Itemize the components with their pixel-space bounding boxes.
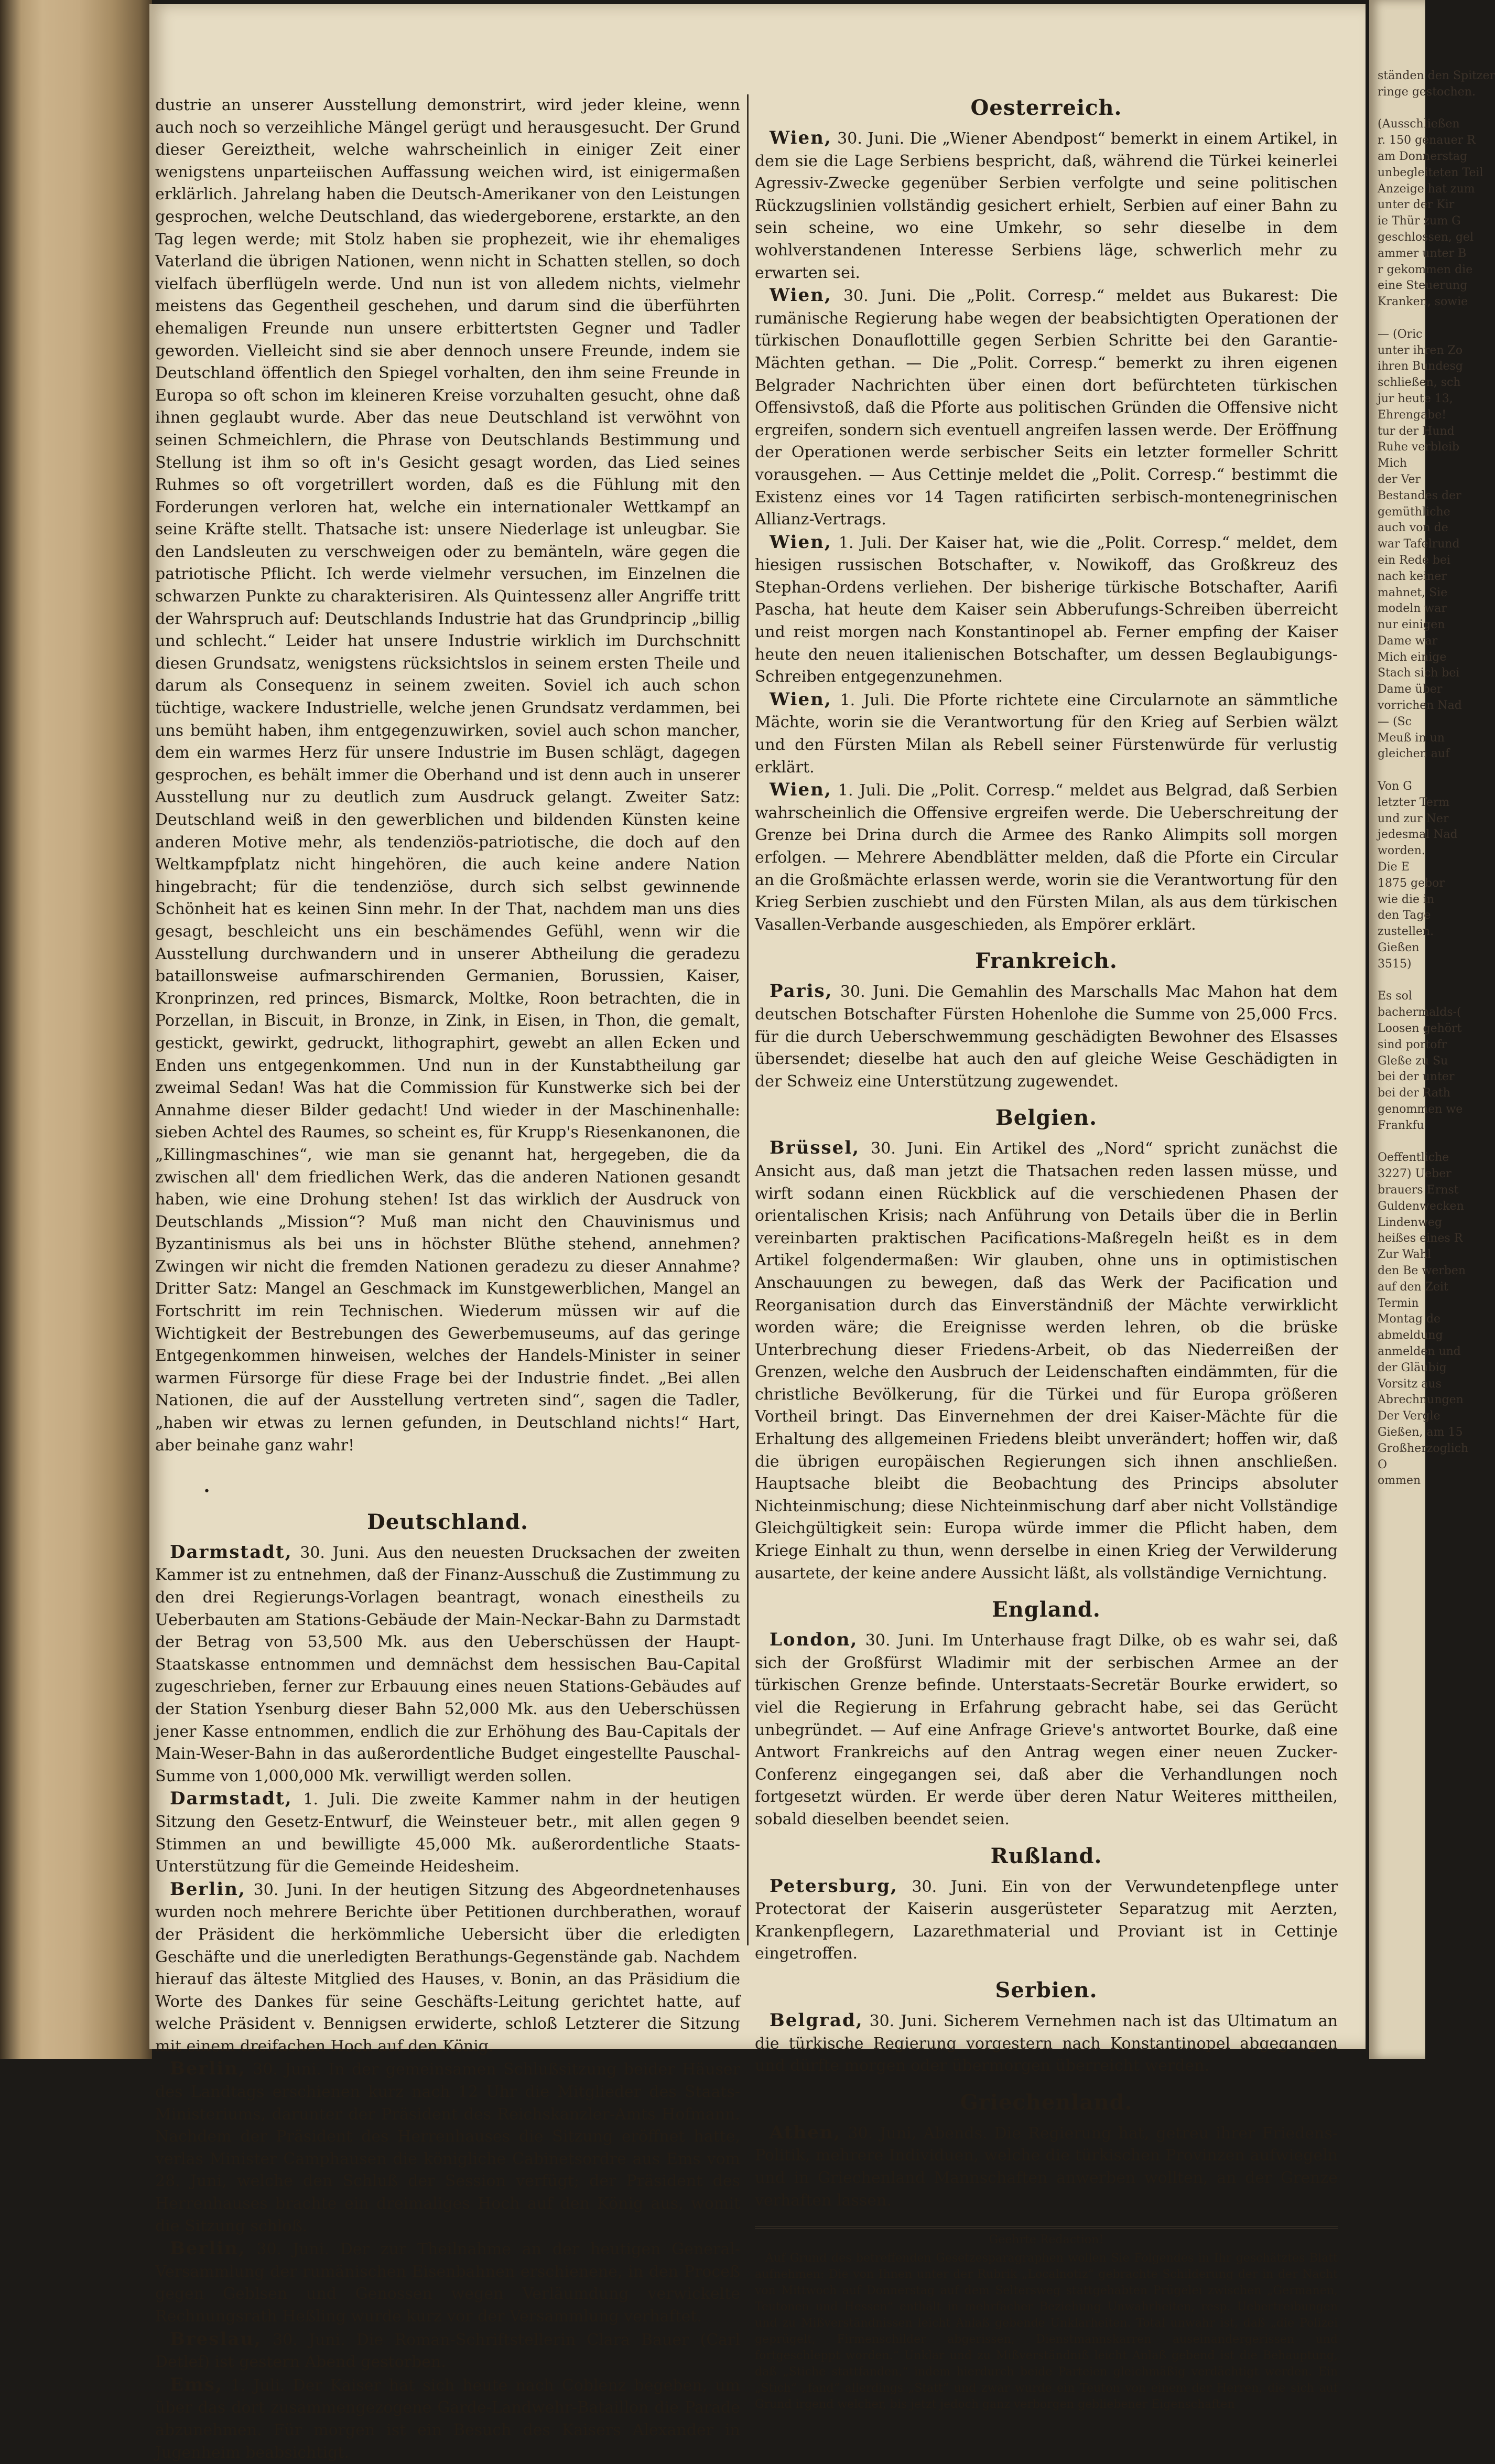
edge-line: Lindenweg bbox=[1378, 1215, 1443, 1229]
dateline-place: Petersburg, bbox=[770, 1875, 898, 1897]
edge-line: Großherzoglich bbox=[1378, 1441, 1469, 1455]
edge-line: Abrechnungen bbox=[1378, 1393, 1464, 1407]
news-item bbox=[155, 1788, 740, 1878]
dateline-place: Darmstadt, bbox=[170, 1541, 292, 1563]
edge-line: Gleße zu Su bbox=[1378, 1054, 1448, 1068]
news-text: 1. Juli. Die „Polit. Corresp.“ meldet aus Belgrad, daß Serbien wahrscheinlich die Offensive ergreifen werde. Die Ueberschreitung der Grenze bei Drina durch die Armee des Ranko Alimpits soll morgen erfolgen. — Mehrere Abendblätter melden, daß die Pforte ein Circular an die Großmächte erlassen werde, worin sie die Verantwortung für den Krieg Serbien zuschiebt und den Fürsten Milan, als aus dem türkischen Vasallen-Verbande ausgeschieden, als Empörer erklärt. bbox=[755, 781, 1338, 934]
news-item bbox=[155, 1878, 740, 2058]
left-column bbox=[155, 94, 740, 2464]
edge-line: ammer unter B bbox=[1378, 246, 1467, 260]
dateline-place: Berlin, bbox=[170, 1878, 246, 1900]
news-item bbox=[755, 127, 1338, 284]
dateline-place: Belgrad, bbox=[770, 2009, 863, 2031]
edge-line bbox=[1378, 973, 1451, 989]
edge-line: der Ver bbox=[1378, 472, 1421, 486]
dateline-place: Wien, bbox=[770, 127, 832, 148]
deutschland-news-list bbox=[155, 1541, 740, 2464]
section-heading: Griechenland. bbox=[960, 2090, 1133, 2115]
column-rule bbox=[747, 94, 749, 1945]
edge-line: Ruhe verbleib bbox=[1378, 440, 1460, 454]
news-item bbox=[755, 531, 1338, 688]
section-heading: Rußland. bbox=[990, 1843, 1102, 1868]
right-column bbox=[755, 94, 1338, 2413]
news-text: 30. Juni. Ein Artikel des „Nord“ spricht zunächst die Ansicht aus, daß man jetzt die Thatsachen reden lassen müsse, und wirft sodann einen Rückblick auf die verschiedenen Phasen der orientalischen Krisis; nach Anführung von Details über die in Berlin vereinbarten praktischen Pacifications-Maßregeln heißt es in dem Artikel folgendermaßen: Wir glauben, ohne uns in optimistischen Anschauungen zu bewegen, daß das Werk der Pacification und Reorganisation durch das Einverständniß der Mächte verwirklicht worden wäre; die Ereignisse werden lehren, ob die brüske Unterbrechung dieser Friedens-Arbeit, ob das Niederreißen der Grenzen, welche den Ausbruch der Leidenschaften eindämmten, für die christliche Bevölkerung, für die Türkei und für Europa größeren Vortheil bringt. Das Einvernehmen der drei Kaiser-Mächte für die Erhaltung des allgemeinen Friedens bleibt unverändert; hoffen wir, daß die übrigen europäischen Regierungen sich ihnen anschließen. Hauptsache bleibt die Beobachtung des Princips absoluter Nichteinmischung; diese Nichteinmischung darf aber nicht Vollständige Gleichgültigkeit sein: Europa würde immer die Pflicht haben, dem Kriege Einhalt zu thun, wenn derselbe in einen Krieg der Verwilderung ausartete, der keine andere Aussicht läßt, als vollständige Vernichtung. bbox=[755, 1139, 1338, 1583]
dateline-place: Darmstadt, bbox=[170, 1788, 292, 1810]
news-text: 30. Juni. In der gemeinsamen Schlußsitzung beider Häuser des Landtags erschienen kurz nach 12 Uhr die Mitglieder des Staats-Ministeriums, darunter der Präsident des Reichskanzler-Amts Hofmann. Nachdem der Präsident des Herrenhauses die Sitzung eröffnet hatte, verlas Minister Camphausen die königliche Cabinetsordre aus Ems vom 28. Juni, welche den Schluß der Session verfügt; der Präsident des Herrenhauses brachte ein dreimaliges Hoch auf den König aus, womit die Sitzung schloß. bbox=[155, 2060, 740, 2235]
edge-line: Vorsitz aus bbox=[1378, 1377, 1442, 1391]
section-heading: Frankreich. bbox=[975, 949, 1118, 974]
edge-line: wie die in bbox=[1378, 892, 1435, 906]
news-text: 1. Juli. Die Pforte richtete eine Circularnote an sämmtliche Mächte, worin sie die Verantwortung für den Krieg auf Serbien wälzt und den Fürsten Milan als Rebell seiner Fürstenwürde für verlustig erklärt. bbox=[755, 691, 1338, 777]
dateline-place: Brüssel, bbox=[770, 1137, 860, 1159]
news-text: 30. Juni. Aus den neuesten Drucksachen der zweiten Kammer ist zu entnehmen, daß der Finanz-Ausschuß die Zustimmung zu den drei Regierungs-Vorlagen beantragt, wonach einestheils zu Ueberbauten am Stations-Gebäude der Main-Neckar-Bahn zu Darmstadt der Betrag von 53,500 Mk. aus den Ueberschüssen der Haupt-Staatskasse entnommen und demnächst dem hessischen Bau-Capital zugeschrieben, ferner zur Erbauung eines neuen Stations-Gebäudes auf der Station Ysenburg dieser Bahn 52,000 Mk. aus den Ueberschüssen jener Kasse entnommen, endlich die zur Erhöhung des Bau-Capitals der Main-Weser-Bahn in das außerordentliche Budget eingestellte Pauschal-Summe von 1,000,000 Mk. verwilligt werden sollen. bbox=[155, 1543, 740, 1785]
edge-line: letzter Term bbox=[1378, 795, 1450, 809]
edge-line: sind portofr bbox=[1378, 1038, 1447, 1051]
section-heading: Oesterreich. bbox=[970, 95, 1122, 120]
dateline-place: Ems, bbox=[170, 2374, 223, 2395]
edge-line: unter ihren Zo bbox=[1378, 343, 1463, 357]
edge-line: Mich bbox=[1378, 457, 1407, 470]
edge-line: Die E bbox=[1378, 860, 1410, 874]
letter-heading: Geehrte Redaction! bbox=[989, 2233, 1104, 2247]
news-text: 30. Juni. Die „Wiener Abendpost“ bemerkt in einem Artikel, in dem sie die Lage Serbiens bespricht, daß, während die Türkei keinerlei Agressiv-Zwecke gegenüber Serbien verfolgte und seine politischen Rückzugslinien vollständig gesichert erhielt, Serbien auf einer Bahn zu sein scheine, wo eine Umkehr, so sehr dieselbe in dem wohlverstandenen Interesse Serbiens läge, schwerlich mehr zu erwarten sei. bbox=[755, 130, 1338, 282]
news-item bbox=[755, 284, 1338, 531]
news-item bbox=[155, 2328, 740, 2374]
edge-line: auch von de bbox=[1378, 521, 1448, 535]
edge-line: worden. bbox=[1378, 844, 1425, 858]
edge-line: jur heute 13, bbox=[1378, 392, 1453, 405]
news-text: 30. Juni. Ein von der Verwundetenpflege unter Protectorat der Kaiserin ausgerüsteter Separatzug mit Aerzten, Krankenpflegern, Lazarethmaterial und Proviant ist in Cettinje eingetroffen. bbox=[755, 1877, 1338, 1963]
letter-to-editor bbox=[755, 2226, 1338, 2413]
news-item bbox=[755, 2122, 1338, 2212]
edge-line bbox=[1378, 101, 1451, 117]
edge-line: bei der unter bbox=[1378, 1070, 1455, 1084]
news-text: 1. Juli. Die zweite Kammer nahm in der heutigen Sitzung den Gesetz-Entwurf, die Weinsteuer betr., mit allen gegen 9 Stimmen an und bewilligte 45,000 Mk. außerordentliche Staats-Unterstützung für die Gemeinde Heidesheim. bbox=[155, 1790, 740, 1876]
edge-line: nach keiner bbox=[1378, 569, 1447, 583]
dateline-place: Wien, bbox=[770, 285, 832, 306]
edge-line: Bestandes der bbox=[1378, 489, 1461, 502]
edge-line: Stach sich bei bbox=[1378, 666, 1460, 680]
news-item bbox=[755, 1875, 1338, 1965]
news-text: 30. Juni. Die Roman-Schriftstellerin Clara Bauer (Carl Detlef) ist gestern Abend gestorben. bbox=[155, 2330, 740, 2372]
dateline-place: Berlin, bbox=[170, 2238, 246, 2259]
news-text: 30. Juni. In der heutigen Sitzung des Abgeordnetenhauses wurden noch mehrere Berichte über Petitionen durchberathen, worauf der Präsident die herkömmliche Uebersicht über die erledigten Geschäfte und die unerledigten Berathungs-Gegenstände gab. Nachdem hierauf das älteste Mitglied des Hauses, v. Bonin, an das Präsidium die Worte des Dankes für seine Geschäfts-Leitung gerichtet hatte, auf welche Präsident v. Bennigsen erwiderte, schloß Letzterer die Sitzung mit einem dreifachen Hoch auf den König. bbox=[155, 1880, 740, 2056]
edge-line: Zur Wahl bbox=[1378, 1248, 1431, 1262]
edge-line: anmelden und bbox=[1378, 1344, 1461, 1358]
news-item bbox=[155, 2374, 740, 2464]
next-page-edge bbox=[1369, 0, 1495, 2059]
news-item bbox=[755, 779, 1338, 936]
edge-line: Ehrengabe! bbox=[1378, 408, 1447, 422]
edge-line bbox=[1378, 1134, 1451, 1150]
edge-line: und zur Ner bbox=[1378, 812, 1449, 825]
news-text: 30. Juni. Im Unterhause fragt Dilke, ob es wahr sei, daß sich der Großfürst Wladimir mit der serbischen Armee an der türkischen Grenze befinde. Unterstaats-Secretär Bourke erwidert, so viel die Regierung in Erfahrung gebracht habe, sei das Gerücht unbegründet. — Auf eine Anfrage Grieve's antwortet Bourke, daß eine Antwort Frankreichs auf den Antrag wegen einer neuen Zucker-Conferenz eingegangen sei, daß aber die Verhandlungen noch fortgesetzt würden. Er werde über deren Natur Weiteres mittheilen, sobald dieselben beendet seien. bbox=[755, 1631, 1338, 1828]
edge-line: ein Rede bei bbox=[1378, 553, 1451, 567]
edge-line: ihren Bundesg bbox=[1378, 360, 1463, 373]
edge-line: den Tage bbox=[1378, 909, 1431, 922]
next-page-text-fragments bbox=[1378, 68, 1495, 1489]
edge-line: r gekommen die bbox=[1378, 263, 1473, 276]
edge-line: war Tafelrund bbox=[1378, 537, 1460, 551]
dateline-place: London, bbox=[770, 1629, 858, 1651]
edge-line: genommen we bbox=[1378, 1103, 1463, 1116]
edge-line: den Be werben bbox=[1378, 1264, 1466, 1277]
dateline-place: Athen, bbox=[770, 2122, 841, 2143]
news-text: 1. Juli. Der Kaiser hat sich heute nach Coblenz begeben, um über das dort zusammengezogene Garde-Landwehr-Bataillon die Parade abzunehmen. Für morgen ist ein Besuch des Kaisers Alexander in Jugenheim beabsichtigt. bbox=[155, 2376, 740, 2462]
edge-line: r. 150 genauer R bbox=[1378, 134, 1476, 147]
edge-line: schließen, sch bbox=[1378, 376, 1461, 390]
edge-line: Oeffentliche bbox=[1378, 1151, 1449, 1165]
edge-line: — (Sc bbox=[1378, 715, 1412, 728]
edge-line: Montag de bbox=[1378, 1312, 1441, 1326]
edge-line: Frankfu bbox=[1378, 1118, 1424, 1132]
edge-line: Meuß in un bbox=[1378, 731, 1445, 745]
edge-line: abmeldung bbox=[1378, 1329, 1443, 1342]
section-heading: Serbien. bbox=[995, 1977, 1098, 2003]
news-text: 30. Juni. Sicherem Vernehmen nach ist das Ultimatum an die türkische Regierung vorgestern nach Konstantinopel abgegangen und dürfte morgen oder übermorgen überreicht werden. bbox=[755, 2011, 1338, 2075]
edge-line bbox=[1378, 762, 1451, 779]
news-item bbox=[755, 1629, 1338, 1831]
news-text: 30. Juni. Die Gemahlin des Marschalls Mac Mahon hat dem deutschen Botschafter Fürsten Hohenlohe die Summe von 25,000 Frcs. für die durch Ueberschwemmung geschädigten Bewohner des Elsasses übersendet; dieselbe hat auch den auf gleiche Weise Geschädigten in der Schweiz eine Unterstützung zugewendet. bbox=[755, 983, 1338, 1091]
dateline-place: Breslau, bbox=[170, 2328, 262, 2350]
foreign-news-sections bbox=[755, 94, 1338, 2212]
dateline-place: Berlin, bbox=[170, 2058, 246, 2080]
edge-line: jedesmal Nad bbox=[1378, 828, 1458, 842]
edge-line: mahnet, Sie bbox=[1378, 586, 1448, 599]
edge-line: am Donnerstag bbox=[1378, 149, 1468, 163]
edge-line: — (Oric bbox=[1378, 327, 1423, 341]
edge-line: 3515) bbox=[1378, 957, 1412, 971]
news-item bbox=[155, 2237, 740, 2328]
edge-line: 1875 gebor bbox=[1378, 876, 1445, 890]
news-item bbox=[755, 2009, 1338, 2078]
news-item bbox=[155, 1541, 740, 1788]
edge-line: Gießen, am 15 bbox=[1378, 1425, 1463, 1439]
dateline-place: Wien, bbox=[770, 531, 832, 553]
dateline-place: Paris, bbox=[770, 981, 833, 1002]
news-item bbox=[755, 1137, 1338, 1585]
edge-line: (Ausschließen bbox=[1378, 117, 1460, 131]
news-item bbox=[155, 2058, 740, 2237]
edge-line: O bbox=[1378, 1458, 1388, 1471]
edge-line: modeln war bbox=[1378, 602, 1447, 616]
edge-line: der Gläubig bbox=[1378, 1361, 1447, 1374]
edge-line: bachermalds-( bbox=[1378, 1006, 1461, 1019]
edge-line: geschlossen, gel bbox=[1378, 230, 1474, 244]
edge-line: auf den Zeit bbox=[1378, 1280, 1448, 1294]
edge-line: Kranken, sowie bbox=[1378, 295, 1468, 309]
edge-line: vorrichen Nad bbox=[1378, 699, 1462, 713]
edge-line: Guldenwecken bbox=[1378, 1199, 1464, 1213]
edge-line: gemüthliche bbox=[1378, 505, 1450, 519]
dateline-place: Wien, bbox=[770, 688, 832, 710]
news-text: 1. Juli. Der Kaiser hat, wie die „Polit. Corresp.“ meldet, dem hiesigen russischen Botschafter, v. Nowikoff, das Großkreuz des Stephan-Ordens verliehen. Der bisherige türkische Botschafter, Aarifi Pascha, hat heute dem Kaiser sein Abberufungs-Schreiben überreicht und reist morgen nach Konstantinopel ab. Ferner empfing der Kaiser heute den neuen italienischen Botschafter, um dessen Beglaubigungs-Schreiben entgegenzunehmen. bbox=[755, 533, 1338, 686]
edge-line: heißes eines R bbox=[1378, 1232, 1463, 1245]
edge-line: Dame über bbox=[1378, 683, 1443, 696]
edge-line: Termin bbox=[1378, 1296, 1419, 1310]
edge-line: nur einigen bbox=[1378, 618, 1445, 632]
edge-line: Loosen gehört bbox=[1378, 1022, 1462, 1036]
edge-line: Anzeige hat zum bbox=[1378, 182, 1475, 196]
edge-line: Mich einige bbox=[1378, 650, 1447, 664]
edge-line: eine Steuerung bbox=[1378, 279, 1468, 293]
news-item bbox=[755, 688, 1338, 779]
edge-line: brauers Ernst bbox=[1378, 1183, 1459, 1197]
edge-line: bei der Rath bbox=[1378, 1086, 1450, 1100]
edge-line bbox=[1378, 310, 1451, 327]
section-heading: England. bbox=[992, 1597, 1101, 1622]
section-ornament: • bbox=[203, 1485, 210, 1499]
edge-line: unter der Kir bbox=[1378, 198, 1455, 212]
dateline-place: Wien, bbox=[770, 779, 832, 801]
exhibition-report: dustrie an unserer Ausstellung demonstrirt, wird jeder kleine, wenn auch noch so verzeihliche Mängel gerügt und herausgesucht. Der Grund dieser Gereiztheit, welche wahrscheinlich in einiger Zeit einer wenigstens unparteiischen Auffassung weichen wird, ist einigermaßen erklärlich. Jahrelang haben die Deutsch-Amerikaner von den Leistungen gesprochen, welche Deutschland, das wiedergeborene, erstarkte, an den Tag legen werde; mit Stolz haben sie prophezeit, wie ihr ehemaliges Vaterland die übrigen Nationen, wenn nicht in Schatten stellen, so doch vielfach überflügeln werde. Und nun ist von alledem nichts, vielmehr meistens das Gegentheil geschehen, und darum sind die überführten ehemaligen Freunde nun unsere erbittertsten Gegner und Tadler geworden. Vielleicht sind sie aber dennoch unsere Freunde, indem sie Deutschland öffentlich den Spiegel vorhalten, den ihm seine Freunde in Europa so oft schon im kleineren Kreise vorzuhalten gesucht, ohne daß ihnen geglaubt wurde. Aber das neue Deutschland ist verwöhnt von seinen Schmeichlern, die Phrase von Deutschlands Bestimmung und Stellung ist ihm so oft in's Gesicht gesagt worden, das Lied seines Ruhmes so oft vorgetrillert worden, daß es die Fühlung mit den Forderungen verloren hat, welche ein internationaler Wettkampf an seine Kräfte stellt. Thatsache ist: unsere Niederlage ist unleugbar. Sie den Landsleuten zu verschweigen oder zu bemänteln, wäre gegen die patriotische Pflicht. Ich werde vielmehr versuchen, im Einzelnen die schwarzen Punkte zu charakterisiren. Als Quintessenz aller Angriffe tritt der Wahrspruch auf: Deutschlands Industrie hat das Grundprincip „billig und schlecht.“ Leider hat unsere Industrie wirklich im Durchschnitt diesen Grundsatz, wenigstens rücksichtslos in seinem ersten Theile und darum als Consequenz in seinem zweiten. Soviel ich auch schon tüchtige, wackere Industrielle, welche jenen Grundsatz verdammen, bei uns bemüht haben, ihm entgegenzuwirken, soviel auch schon mancher, dem ein warmes Herz für unsere Industrie im Busen schlägt, dagegen gesprochen, es behält immer die Oberhand und ist denn auch in unserer Ausstellung nur zu deutlich zum Ausdruck gelangt. Zweiter Satz: Deutschland weiß in den gewerblichen und bildenden Künsten keine anderen Motive mehr, als tendenziös-patriotische, die doch auf den Weltkampfplatz nicht hingehören, die auch keine andere Nation hingebracht; für die tendenziöse, durch sich selbst gewinnende Schönheit hat es keinen Sinn mehr. In der That, nachdem man uns dies gesagt, beschleicht uns ein beschämendes Gefühl, wenn wir die Ausstellung durchwandern und in unserer Abtheilung die geradezu bataillonsweise aufmarschirenden Germanien, Borussien, Kaiser, Kronprinzen, red princes, Bismarck, Moltke, Roon betrachten, die in Porzellan, in Biscuit, in Bronze, in Zink, in Eisen, in Thon, die gemalt, gestickt, gewirkt, gedruckt, lithographirt, gewebt an allen Ecken und Enden uns entgegenkommen. Und nun in der Kunstabtheilung gar zweimal Sedan! Was hat die Commission für Kunstwerke sich bei der Annahme dieser Bilder gedacht! Und wieder in der Maschinenhalle: sieben Achtel des Raumes, so scheint es, für Krupp's Riesenkanonen, die „Killingmaschines“, wie man sie genannt hat, hergegeben, die da zwischen all' dem friedlichen Werk, das die anderen Nationen gesandt haben, wie eine Drohung stehen! Ist das wirklich der Ausdruck von Deutschlands „Mission“? Muß man nicht den Chauvinismus und Byzantinismus als bei uns in höchster Blüthe stehend, annehmen? Zwingen wir nicht die fremden Nationen geradezu zu dieser Annahme? Dritter Satz: Mangel an Geschmack im Kunstgewerblichen, Mangel an Fortschritt im rein Technischen. Wiederum müssen wir auf die Wichtigkeit der Bestrebungen des Gewerbemuseums, auf das geringe Entgegenkommen hinweisen, welches der Handels-Minister in seiner warmen Fürsorge für diese Frage bei der Industrie findet. „Bei allen Nationen, die auf der Ausstellung vertreten sind“, sagen die Tadler, „haben wir etwas zu lernen gefunden, in Deutschland nichts!“ Hart, aber beinahe ganz wahr! bbox=[155, 96, 740, 1455]
edge-line: Gießen bbox=[1378, 941, 1420, 955]
letter-body: Auf Grund des betreffenden Gesetzesparagraphen wollen Sie Folgendes in Ihr geschätztes Blatt aufnehmen: Die von Ihnen unter der Rubrik „Localnotiz“ gebrachte Schilderung der in der Nacht von Mittwoch auf Donnerstag auf dem Seltersweg stattgehabten Prügelei zwischen „Germanen, Teutonen und Hessen“ enthält in mehrfacher Beziehung Unwahrheiten, resp. Uebertreibungen und zu Mißverständnissen leicht Anlaß gebende Unklarheiten. Total unwahr ist, daß „die Polizei geprügelt, Firmenschilder abgerissen, Dienstmannskarren auseinandergerissen und fortgeschleppt worden.“ Unklar und zu Mißverständniß leicht Anlaß gebend ist die Behauptung, daß „Stiche stattfanden,“ indem hierdurch beide Parteien gleichmäßig verdächtigt werden. Ein „Stich“ „fand“ allerdings „Statt“ und zwar wurde ein Teuton von einem der Herren, die sich auf Grund irgend welcher, bis jetzt jedoch ganz verborgen gebliebener Eigenschaften bbox=[755, 2252, 1338, 2412]
edge-line: Der Vergle bbox=[1378, 1409, 1440, 1423]
edge-line: 3227) Ueber bbox=[1378, 1167, 1451, 1181]
page-stack-edge bbox=[0, 0, 152, 2059]
edge-line: zustellen. bbox=[1378, 925, 1434, 939]
edge-line: tur der Hund bbox=[1378, 424, 1455, 438]
edge-line: Es sol bbox=[1378, 989, 1412, 1003]
edge-line: unbegleiteten Teil bbox=[1378, 166, 1483, 179]
edge-line: ie Thür zum G bbox=[1378, 214, 1461, 228]
section-heading: Belgien. bbox=[995, 1105, 1098, 1131]
news-text: 30. Juni, Abends. Die Regierung hat, getreu ihrer Friedens-Politik, mehrere Individuen, welche die türkischen Provinzen aufwiegeln und in Griechenland Mannschaften anwerben wollten, an der Grenze verhaften lassen. bbox=[755, 2124, 1338, 2210]
edge-line: ommen bbox=[1378, 1474, 1421, 1488]
section-heading-deutschland: Deutschland. bbox=[367, 1509, 528, 1534]
edge-line: ringe gestochen. bbox=[1378, 85, 1476, 99]
news-item bbox=[755, 980, 1338, 1093]
edge-line: gleichen auf bbox=[1378, 747, 1450, 761]
news-text: 30. Juni. Der zur Theilnahme an der heutigen General-Versammlung der rumänischen Eisenbahnen erschienene, in den Proceß gegen Geblsen und Genossen wegen Verläumdung verwickelte Rechnungsrath Heßling wurde kurz vor der Versammlung verhaftet. bbox=[155, 2240, 740, 2326]
edge-line: Dame war bbox=[1378, 634, 1438, 648]
news-text: 30. Juni. Die „Polit. Corresp.“ meldet aus Bukarest: Die rumänische Regierung habe wegen der beabsichtigten Operationen der türkischen Donauflottille gegen Serbien Schritte bei den Garantie-Mächten gethan. — Die „Polit. Corresp.“ bemerkt zu ihren eigenen Belgrader Nachrichten über einen dort befürchteten türkischen Offensivstoß, daß die Pforte aus politischen Gründen die Offensive nicht ergreifen, sondern sich eventuell angreifen lassen werde. Der Eröffnung der Operationen werde serbischer Seits ein letzter formeller Schritt vorausgehen. — Aus Cettinje meldet die „Polit. Corresp.“ bestimmt die Existenz eines vor 14 Tagen ratificirten serbisch-montenegrinischen Allianz-Vertrags. bbox=[755, 287, 1338, 529]
edge-line: ständen den Spitzer bbox=[1378, 69, 1495, 82]
edge-line: Von G bbox=[1378, 780, 1412, 793]
